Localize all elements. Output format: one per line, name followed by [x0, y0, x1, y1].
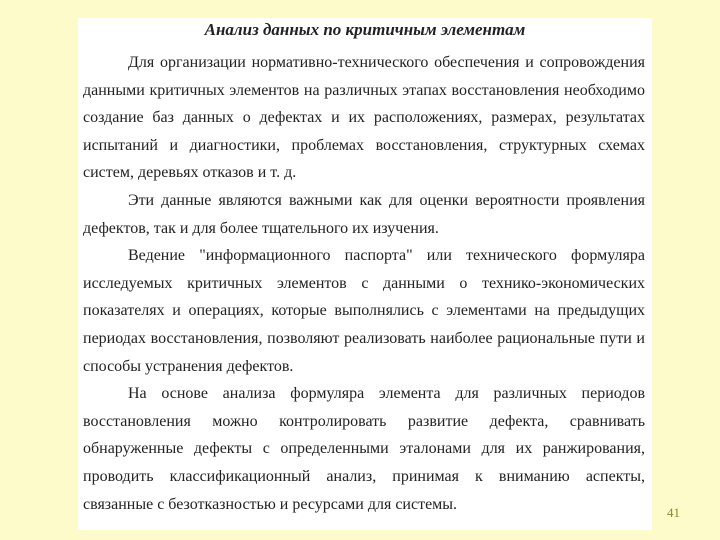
paragraph: Эти данные являются важными как для оценки вероятности проявления дефектов, так и для более тщательного их изучения.	[83, 191, 645, 237]
page-number: 41	[667, 505, 680, 520]
document-title: Анализ данных по критичным элементам	[204, 20, 526, 39]
document-page	[78, 18, 652, 530]
paragraph: Для организации нормативно-технического обеспечения и сопровождения данными критичных элементов на различных этапах восстановления необходимо создание баз данных о дефектах и их расположениях, размерах, результатах испытаний и диагностики, проблемах восстановления, структурных схемах систем, деревьях отказов и т. д.	[83, 54, 645, 182]
paragraph: На основе анализа формуляра элемента для различных периодов восстановления можно контролировать развитие дефекта, сравнивать обнаруженные дефекты с определенными эталонами для их ранжирования, проводить классификационный анализ, принимая к вниманию аспекты, связанные с безотказностью и ресурсами для системы.	[83, 385, 645, 513]
document-body	[83, 49, 645, 518]
paragraph: Ведение "информационного паспорта" или технического формуляра исследуемых критичных элементов с данными о технико-экономических показателях и операциях, которые выполнялись с элементами на предыдущих периодах восстановления, позволяют реализовать наиболее рациональные пути и способы устранения дефектов.	[83, 247, 645, 375]
